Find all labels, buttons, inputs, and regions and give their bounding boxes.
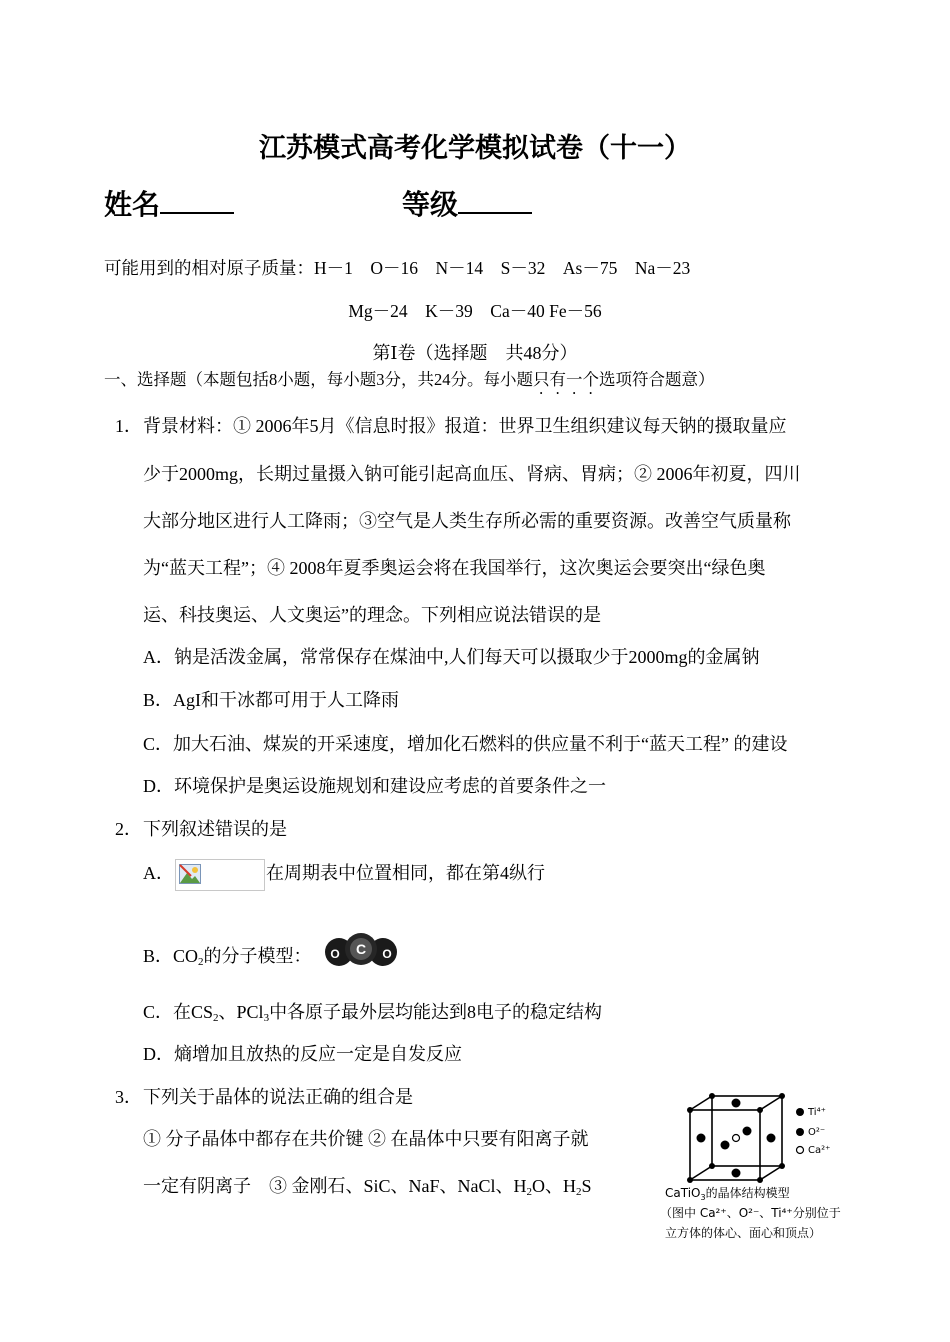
q1-option-a: A．钠是活泼金属，常常保存在煤油中,人们每天可以摄取少于2000mg的金属钠: [143, 647, 760, 667]
legend-ti: Ti⁴⁺: [808, 1107, 826, 1118]
name-field[interactable]: [104, 183, 234, 223]
q1-line: 运、科技奥运、人文奥运”的理念。下列相应说法错误的是: [143, 605, 601, 625]
q1-option-c: C．加大石油、煤炭的开采速度，增加化石燃料的供应量不利于“蓝天工程” 的建设: [143, 734, 788, 754]
q2-option-d: D．熵增加且放热的反应一定是自发反应: [143, 1044, 462, 1064]
q1-line: 少于2000mg，长期过量摄入钠可能引起高血压、肾病、胃病；② 2006年初夏，四川: [143, 464, 801, 484]
q2-stem: 下列叙述错误的是: [143, 819, 287, 839]
broken-image-icon: [175, 859, 265, 891]
grade-label: 等级: [402, 188, 459, 221]
crystal-caption-line2: （图中 Ca²⁺、O²⁻、Ti⁴⁺分别位于: [660, 1206, 841, 1220]
legend-ca: Ca²⁺: [808, 1145, 831, 1156]
emphasis-only-one: 只有一个: [533, 370, 599, 389]
q3-stem: 下列关于晶体的说法正确的组合是: [143, 1087, 413, 1107]
crystal-caption-line3: 立方体的体心、面心和顶点）: [665, 1226, 822, 1240]
grade-field[interactable]: [402, 183, 532, 223]
q1-number: 1．: [115, 416, 142, 436]
name-label: 姓名: [104, 188, 161, 221]
co2-molecule-model: [324, 930, 398, 972]
section-heading: 一、选择题（本题包括8小题，每小题3分，共24分。每小题只有一个选项符合题意）: [104, 370, 715, 389]
q2-option-a: A． 在周期表中位置相同，都在第4纵行: [143, 859, 545, 891]
q1-option-b: B．AgI和干冰都可用于人工降雨: [143, 690, 399, 710]
atomic-masses-line1: 可能用到的相对原子质量：H－1 O－16 N－14 S－32 As－75 Na－23: [104, 258, 691, 278]
svg-text:C: C: [355, 941, 367, 957]
q1-option-d: D．环境保护是奥运设施规划和建设应考虑的首要条件之一: [143, 776, 606, 796]
q3-number: 3．: [115, 1087, 142, 1107]
volume-heading: 第Ⅰ卷（选择题 共48分）: [372, 343, 578, 363]
q1-line: 大部分地区进行人工降雨；③空气是人类生存所必需的重要资源。改善空气质量称: [143, 511, 791, 531]
name-blank[interactable]: [160, 186, 234, 214]
q3-statement-line2: 一定有阴离子 ③ 金刚石、SiC、NaF、NaCl、$H_2O$、$H_2S$: [143, 1176, 592, 1198]
q2-option-c: C．在$CS_2$、PCl$_3$中各原子最外层均能达到8电子的稳定结构: [143, 1002, 603, 1024]
grade-blank[interactable]: [458, 186, 532, 214]
q2-option-b: B．$CO_2$的分子模型：: [143, 946, 312, 968]
svg-text:O: O: [330, 947, 340, 961]
legend-o: O²⁻: [808, 1127, 826, 1138]
atomic-masses-line2: Mg－24 K－39 Ca－40 Fe－56: [348, 301, 602, 321]
crystal-structure-diagram: [682, 1090, 842, 1186]
page-title: 江苏模式高考化学模拟试卷（十一）: [259, 133, 691, 164]
crystal-caption-line1: CaTiO$_3$的晶体结构模型: [665, 1186, 790, 1202]
svg-text:O: O: [382, 947, 392, 961]
q1-line: 背景材料：① 2006年5月《信息时报》报道：世界卫生组织建议每天钠的摄取量应: [143, 416, 787, 436]
q3-statement-line1: ① 分子晶体中都存在共价键 ② 在晶体中只要有阳离子就: [143, 1129, 589, 1149]
q1-line: 为“蓝天工程”；④ 2008年夏季奥运会将在我国举行，这次奥运会要突出“绿色奥: [143, 558, 766, 578]
q2-number: 2．: [115, 819, 142, 839]
